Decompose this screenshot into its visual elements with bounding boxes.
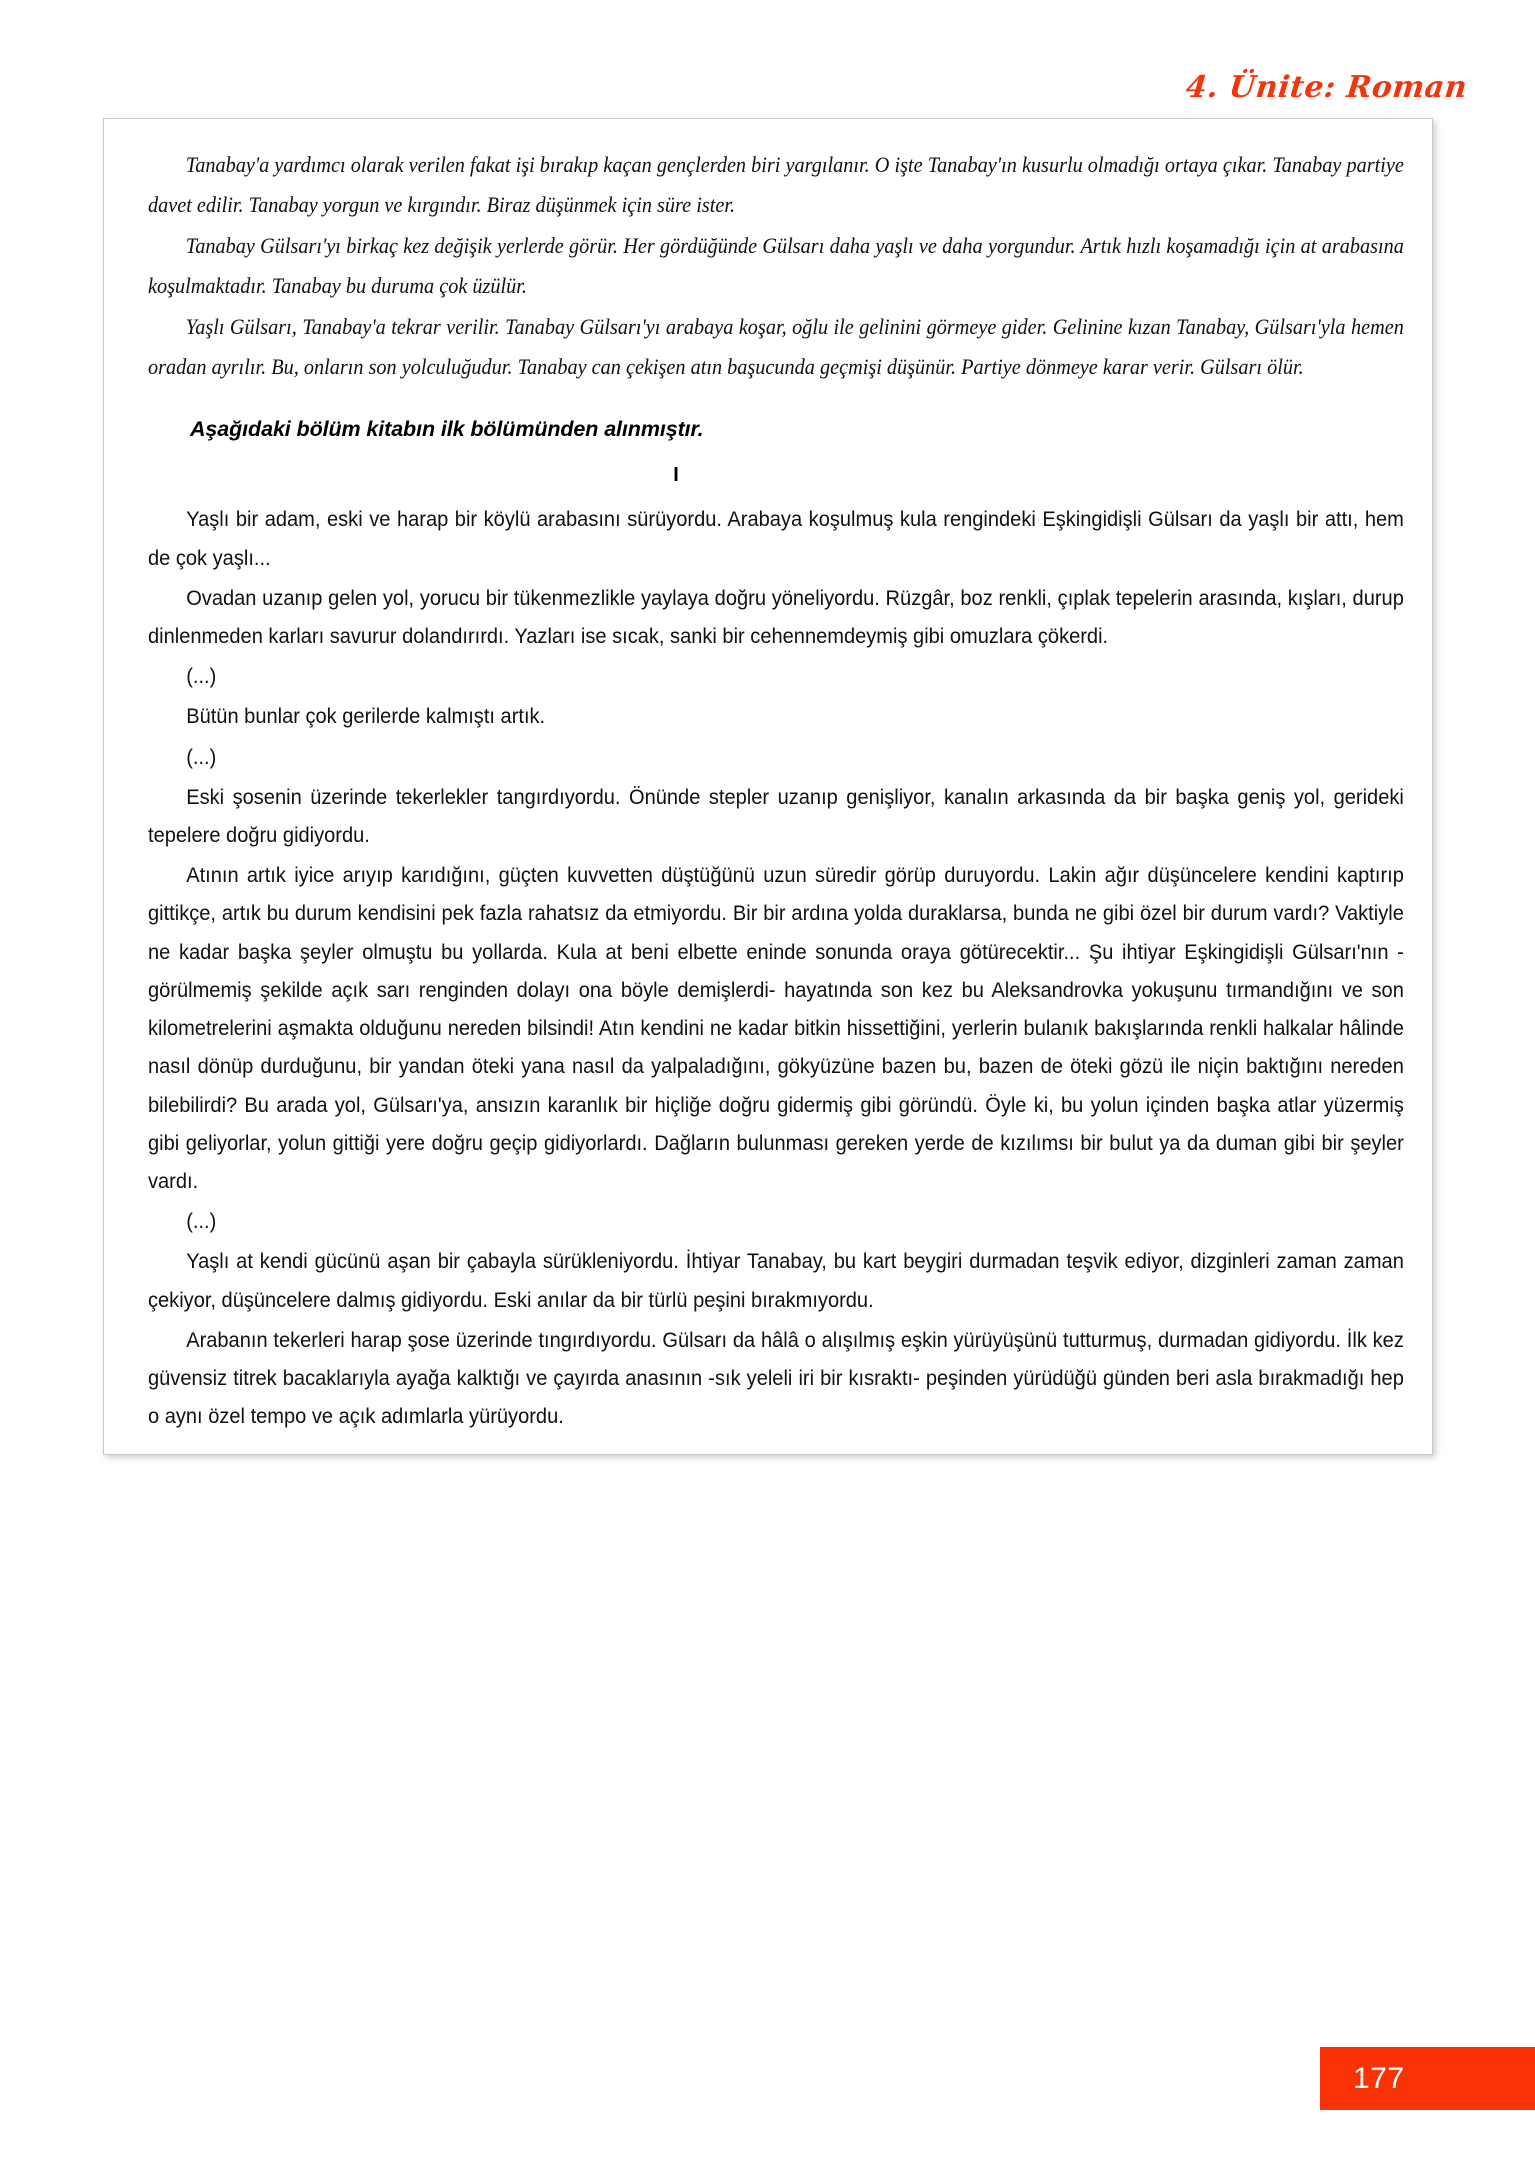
summary-paragraph: Yaşlı Gülsarı, Tanabay'a tekrar verilir. Tanabay Gülsarı'yı arabaya koşar, oğlu ile gelinini görmeye gider. Gelinine kızan Tanabay, Gülsarı'yla hemen oradan ayrılır. Bu, onların son yolculuğudur. Tanabay can çekişen atın başucunda geçmişi düşünür. Partiye dönmeye karar verir. Gülsarı ölür. xyxy=(148,314,1404,380)
summary-paragraph: Tanabay'a yardımcı olarak verilen fakat işi bırakıp kaçan gençlerden biri yargılanır. O işte Tanabay'ın kusurlu olmadığı ortaya çıkar. Tanabay partiye davet edilir. Tanabay yorgun ve kırgındır. Biraz düşünmek için süre ister. xyxy=(148,152,1404,218)
excerpt-heading: Aşağıdaki bölüm kitabın ilk bölümünden alınmıştır. xyxy=(190,417,704,442)
summary-paragraph: Tanabay Gülsarı'yı birkaç kez değişik yerlerde görür. Her gördüğünde Gülsarı daha yaşlı ve daha yorgundur. Artık hızlı koşamadığı için at arabasına koşulmaktadır. Tanabay bu duruma çok üzülür. xyxy=(148,233,1404,299)
excerpt-ellipsis: (...) xyxy=(186,1210,217,1234)
excerpt-paragraph: Yaşlı at kendi gücünü aşan bir çabayla sürükleniyordu. İhtiyar Tanabay, bu kart beygiri durmadan teşvik ediyor, dizginleri zaman zaman çekiyor, düşüncelere dalmış gidiyordu. Eski anılar da bir türlü peşini bırakmıyordu. xyxy=(148,1250,1404,1312)
excerpt-paragraph: Eski şosenin üzerinde tekerlekler tangırdıyordu. Önünde stepler uzanıp genişliyor, kanalın arkasında da bir başka geniş yol, gerideki tepelere doğru gidiyordu. xyxy=(148,785,1404,848)
excerpt-ellipsis: (...) xyxy=(186,665,217,689)
unit-header-title: 4. Ünite: Roman xyxy=(1184,70,1469,105)
section-numeral: I xyxy=(673,464,679,487)
excerpt-paragraph: Ovadan uzanıp gelen yol, yorucu bir tükenmezlikle yaylaya doğru yöneliyordu. Rüzgâr, boz renkli, çıplak tepelerin arasında, kışları, durup dinlenmeden karları savurur dolandırırdı. Yazları ise sıcak, sanki bir cehennemdeymiş gibi omuzlara çökerdi. xyxy=(148,586,1404,648)
excerpt-paragraph: Arabanın tekerleri harap şose üzerinde tıngırdıyordu. Gülsarı da hâlâ o alışılmış eşkin yürüyüşünü tutturmuş, durmadan gidiyordu. İlk kez güvensiz titrek bacaklarıyla ayağa kalktığı ve çayırda anasının -sık yeleli iri bir kısraktı- peşinden yürüdüğü günden beri asla bırakmadığı hep o aynı özel tempo ve açık adımlarla yürüyordu. xyxy=(148,1328,1404,1429)
page-number-badge xyxy=(1320,2047,1535,2110)
excerpt-paragraph: Atının artık iyice arıyıp karıdığını, güçten kuvvetten düştüğünü uzun süredir görüp duruyordu. Lakin ağır düşüncelere kendini kaptırıp gittikçe, artık bu durum kendisini pek fazla rahatsız da etmiyordu. Bir bir ardına yolda duraklarsa, bunda ne gibi özel bir durum vardı? Vaktiyle ne kadar başka şeyler olmuştu bu yollarda. Kula at beni elbette eninde sonunda oraya götürecektir... Şu ihtiyar Eşkingidişli Gülsarı'nın -görülmemiş şekilde açık sarı renginden dolayı ona böyle demişlerdi- hayatında son kez bu Aleksandrovka yokuşunu tırmandığını ve son kilometrelerini aşmakta olduğunu nereden bilsindi! Atın kendini ne kadar bitkin hissettiğini, yerlerin bulanık bakışlarında renkli halkalar hâlinde nasıl dönüp durduğunu, bir yandan öteki yana nasıl da yalpaladığını, gökyüzüne bazen bu, bazen de öteki gözü ile niçin baktığını nereden bilebilirdi? Bu arada yol, Gülsarı'ya, ansızın karanlık bir hiçliğe doğru gidermiş gibi göründü. Öyle ki, bu yolun içinden başka atlar yüzermiş gibi geliyorlar, yolun gittiği yere doğru geçip gidiyorlardı. Dağların bulunması gereken yerde de kızılımsı bir bulut ya da duman gibi bir şeyler vardı. xyxy=(148,864,1404,1193)
page-number: 177 xyxy=(1353,2061,1405,2095)
excerpt-paragraph: Yaşlı bir adam, eski ve harap bir köylü arabasını sürüyordu. Arabaya koşulmuş kula rengindeki Eşkingidişli Gülsarı da yaşlı bir attı, hem de çok yaşlı... xyxy=(148,508,1404,570)
excerpt-ellipsis: (...) xyxy=(186,745,217,769)
excerpt-body xyxy=(148,501,1404,1436)
summary-block xyxy=(148,145,1404,387)
excerpt-paragraph: Bütün bunlar çok gerilerde kalmıştı artık. xyxy=(186,705,546,729)
content-frame xyxy=(103,118,1433,1455)
